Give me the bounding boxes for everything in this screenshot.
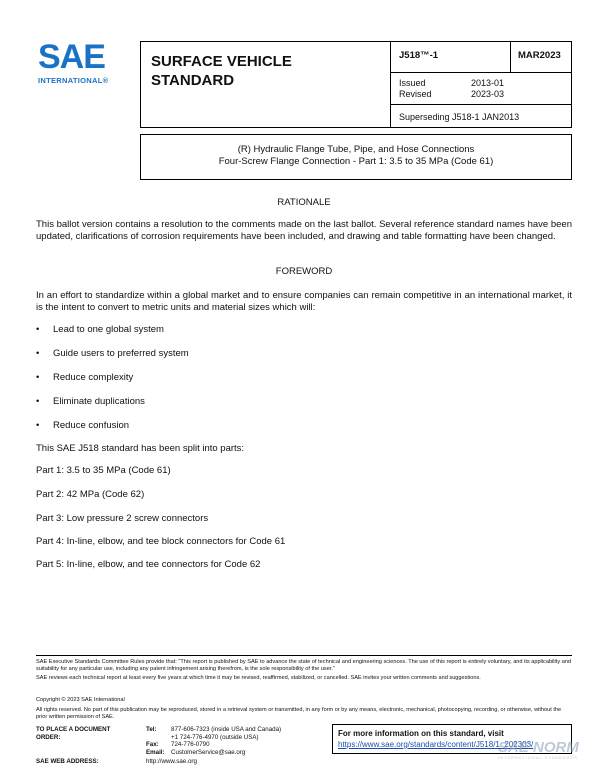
part-item: Part 1: 3.5 to 35 MPa (Code 61) bbox=[36, 465, 171, 476]
fax-number: 724-776-0790 bbox=[171, 741, 210, 748]
footer-rights: All rights reserved. No part of this publication may be reproduced, stored in a retrieval system or transmitted, in any form or by any means, electronic, mechanical, photocopying, recording, or otherwise, without the prior written permission of SAE. bbox=[36, 707, 562, 720]
footer-divider bbox=[36, 655, 572, 656]
order-label: TO PLACE A DOCUMENT ORDER: bbox=[36, 726, 111, 741]
document-header bbox=[140, 41, 572, 128]
issued-value: 2013-01 bbox=[471, 78, 505, 88]
footer-review: SAE reviews each technical report at least every five years at which time it may be revised, reaffirmed, stabilized, or cancelled. SAE invites your written comments and suggestions. bbox=[36, 675, 481, 681]
tel-inside: 877-606-7323 (inside USA and Canada) bbox=[171, 726, 282, 733]
document-title: (R) Hydraulic Flange Tube, Pipe, and Hose Connections Four-Screw Flange Connection - Part 1: 3.5 to 35 MPa (Code 61) bbox=[140, 134, 572, 180]
bullet-item: • Eliminate duplications bbox=[36, 396, 145, 407]
fax-key: Fax: bbox=[146, 741, 159, 748]
revised-label: Revised bbox=[399, 89, 432, 99]
tel-outside: +1 724-776-4970 (outside USA) bbox=[171, 733, 259, 741]
logo-subtitle: INTERNATIONAL® bbox=[38, 76, 109, 85]
document-date: MAR2023 bbox=[518, 50, 561, 61]
email-key: Email: bbox=[146, 748, 165, 756]
footer-rules: SAE Executive Standards Committee Rules provide that: "This report is published by SAE to advance the state of technical and engineering sciences. The use of this report is entirely voluntary, and its applicability and suitability for any particular use, including any patent infringement arising therefrom, is the sole responsibility of the user." bbox=[36, 659, 572, 672]
superseding-note: Superseding J518-1 JAN2013 bbox=[399, 112, 520, 122]
part-item: Part 5: In-line, elbow, and tee connectors for Code 62 bbox=[36, 559, 261, 570]
email-link[interactable]: CustomerService@sae.org bbox=[171, 748, 246, 756]
footer-copyright: Copyright © 2023 SAE International bbox=[36, 697, 125, 703]
more-info-title: For more information on this standard, visit bbox=[338, 729, 504, 738]
rationale-heading: RATIONALE bbox=[277, 197, 331, 208]
web-label: SAE WEB ADDRESS: bbox=[36, 758, 99, 765]
rationale-text: This ballot version contains a resolution to the comments made on the last ballot. Several reference standard names have been updated, clarifications of corrosion requirements have been included, and drawing and table formatting have been changed. bbox=[36, 219, 572, 242]
foreword-intro: In an effort to standardize within a global market and to ensure companies can remain competitive in an international market, it is the intent to convert to metric units and material sizes which will: bbox=[36, 290, 572, 313]
document-number: J518™-1 bbox=[399, 50, 439, 61]
bullet-item: • Lead to one global system bbox=[36, 324, 164, 335]
revised-value: 2023-03 bbox=[471, 89, 505, 99]
document-type: SURFACE VEHICLE STANDARD bbox=[151, 53, 292, 89]
part-item: Part 3: Low pressure 2 screw connectors bbox=[36, 513, 209, 524]
part-item: Part 2: 42 MPa (Code 62) bbox=[36, 489, 145, 500]
sae-logo bbox=[38, 40, 126, 90]
standard-url-link[interactable]: https://www.sae.org/standards/content/J518/1_202303/ bbox=[338, 740, 534, 749]
foreword-heading: FOREWORD bbox=[275, 266, 333, 277]
web-link[interactable]: http://www.sae.org bbox=[146, 758, 197, 765]
part-item: Part 4: In-line, elbow, and tee block connectors for Code 61 bbox=[36, 536, 286, 547]
bullet-item: • Reduce confusion bbox=[36, 420, 130, 431]
bullet-item: • Reduce complexity bbox=[36, 372, 134, 383]
tel-key: Tel: bbox=[146, 726, 157, 733]
watermark: SAE NORM INTERNATIONAL STANDARDS bbox=[498, 739, 579, 760]
split-intro: This SAE J518 standard has been split into parts: bbox=[36, 443, 245, 454]
issued-label: Issued bbox=[399, 78, 426, 88]
bullet-item: • Guide users to preferred system bbox=[36, 348, 189, 359]
logo-mark: SAE bbox=[38, 38, 105, 76]
